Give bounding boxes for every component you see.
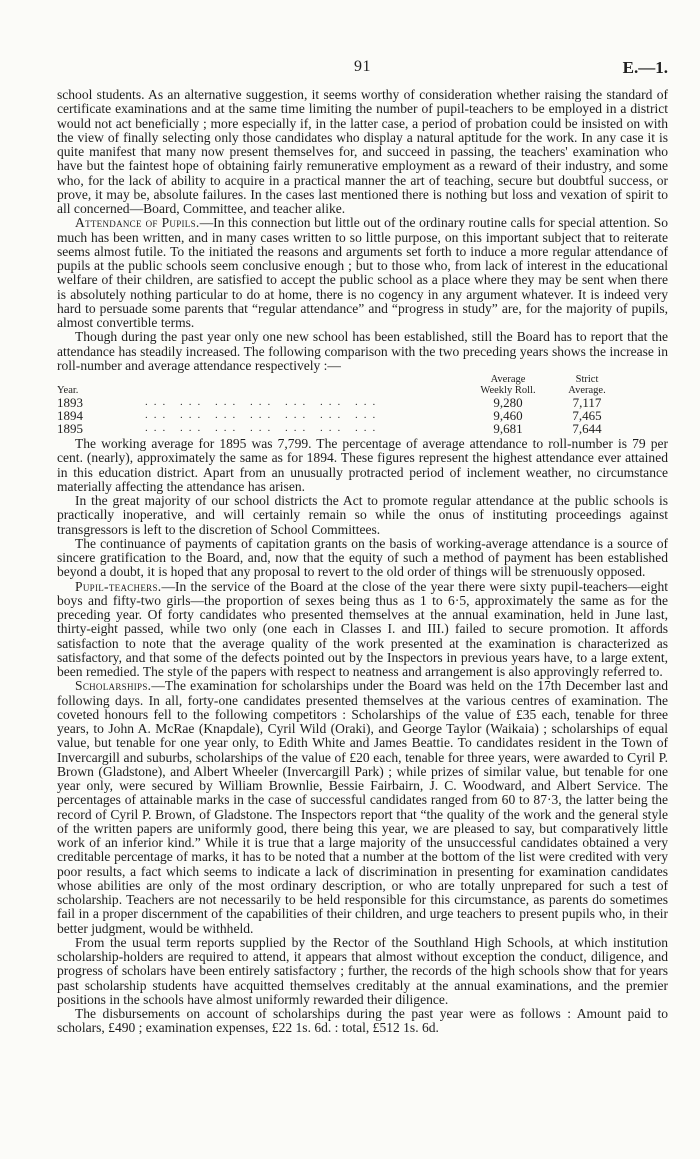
paragraph-text: school students. As an alternative suggestion, it seems worthy of consideration whether raising the standard of certificate examinations and at the same time limiting the number of pupil-teachers to be employed in a district would not act beneficially ; more especially if, in the latter case, a period of probation could be insisted on with the view of finally selecting only those candidates who display a natural aptitude for the work. In any case it is quite manifest that many now present themselves for, and succeed in passing, the teachers' examination who have but the faintest hope of obtaining fairly remunerative employment as a reward of their industry, and some who, for the lack of ability to acquire in a practical manner the art of teaching, secure but doubtful success, or prove, it may be, absolute failures. In the cases last mentioned there is nothing but loss and vexation of spirit to all concerned—Board, Committee, and teacher alike. [57,87,668,216]
paragraph [57,537,668,580]
dot-leader: ... ... ... ... ... ... ... [145,422,382,434]
section-code: E.—1. [622,58,668,77]
paragraph [57,216,668,330]
attendance-table-header [57,385,617,396]
document-page [57,58,668,1036]
year-cell: 1893 [57,395,83,410]
col-strict-header-line1: Strict [575,374,599,385]
paragraph-text: The working average for 1895 was 7,799. The percentage of average attendance to roll-number is 79 per cent. (nearly), approximately the same as for 1894. These figures represent the highest attendance ever attained in this education district. Apart from an unusually protracted period of inclement weather, no circumstance materially affecting the attendance has arisen. [57,436,668,494]
section-heading: Scholarships. [75,678,152,694]
strict-average-cell: 7,465 [572,408,602,423]
body-text-before-table [57,88,668,373]
paragraph [57,936,668,1007]
page-header [57,58,668,88]
year-cell: 1894 [57,408,83,423]
attendance-table [57,374,617,435]
table-row [57,409,617,422]
paragraph-text: —In this connection but little out of the ordinary routine calls for special attention. So much has been written, and in many cases written to so little purpose, on this important subject that to reiterate seems almost futile. To the initiated the reasons and arguments set forth to induce a more regular attendance of pupils at the public schools seem conclusive enough ; but to those who, from lack of interest in the educational welfare of their children, are satisfied to accept the public school as a place where they may be sent when there is absolutely nothing particular to do at home, there is no cogency in any argument whatever. It is indeed very hard to persuade some parents that “regular attendance” and “progress in study” are, for the majority of pupils, almost convertible terms. [57,215,668,330]
table-row [57,422,617,435]
page-number: 91 [354,58,371,75]
paragraph-text: The disbursements on account of scholarships during the past year were as follows : Amount paid to scholars, £490 ; examination expenses, £22 1s. 6d. : total, £512 1s. 6d. [57,1006,668,1036]
body-text-after-table [57,437,668,1036]
paragraph [57,437,668,494]
paragraph [57,580,668,680]
col-year-header: Year. [57,385,79,396]
paragraph-text: In the great majority of our school districts the Act to promote regular attendance at the public schools is practically inoperative, and will certainly remain so while the onus of instituting proceedings against transgressors is left to the discretion of School Committees. [57,493,668,537]
paragraph [57,1007,668,1036]
weekly-roll-cell: 9,280 [493,395,523,410]
col-roll-header-line2: Weekly Roll. [480,385,536,396]
attendance-table-header-top [57,374,617,385]
weekly-roll-cell: 9,460 [493,408,523,423]
col-strict-header-line2: Average. [568,385,606,396]
weekly-roll-cell: 9,681 [493,421,523,436]
dot-leader: ... ... ... ... ... ... ... [145,409,382,421]
dot-leader: ... ... ... ... ... ... ... [145,396,382,408]
paragraph-text: The continuance of payments of capitation grants on the basis of working-average attendance is a source of sincere gratification to the Board, and, now that the equity of such a method of payment has been established beyond a doubt, it is hoped that any proposal to revert to the old order of things will be strenuously opposed. [57,535,668,580]
paragraph-text: From the usual term reports supplied by the Rector of the Southland High Schools, at which institution scholarship-holders are required to attend, it appears that almost without exception the conduct, diligence, and progress of scholars have been entirely satisfactory ; further, the records of the high schools show that for years past scholarship students have acquitted themselves creditably at the annual examinations, and the premier positions in the schools have almost uniformly rewarded their diligence. [57,934,668,1007]
strict-average-cell: 7,117 [572,395,602,410]
col-roll-header-line1: Average [490,374,526,385]
paragraph [57,679,668,936]
table-row [57,396,617,409]
paragraph [57,494,668,537]
strict-average-cell: 7,644 [572,421,602,436]
year-cell: 1895 [57,421,83,436]
paragraph-text: Though during the past year only one new school has been established, still the Board has to report that the attendance has steadily increased. The following comparison with the two preceding years shows the increase in roll-number and average attendance respectively :— [57,329,668,373]
paragraph-text: —In the service of the Board at the close of the year there were sixty pupil-teachers—eight boys and fifty-two girls—the proportion of sexes being thus as 1 to 6·5, approximately the same as for the preceding year. Of forty candidates who presented themselves at the annual examination, held in June last, thirty-eight passed, while two only (one each in Classes I. and III.) failed to secure promotion. It affords satisfaction to note that the average quality of the work presented at the examination is characterized as satisfactory, and that some of the defects pointed out by the Inspectors in previous years have, to a large extent, been remedied. The style of the papers with respect to neatness and arrangement is also approvingly referred to. [57,578,668,679]
paragraph [57,330,668,373]
paragraph-text: —The examination for scholarships under the Board was held on the 17th December last and following days. In all, forty-one candidates presented themselves at the various centres of examination. The coveted honours fell to the following competitors : Scholarships of the value of £35 each, tenable for three years, to John A. McRae (Knapdale), Cyril Wild (Oraki), and George Taylor (Waikaia) ; scholarships of equal value, but tenable for one year only, to Edith White and James Beattie. To candidates resident in the Town of Invercargill and suburbs, scholarships of the value of £20 each, tenable for three years, were awarded to Cyril P. Brown (Gladstone), and Albert Wheeler (Invercargill Park) ; while prizes of similar value, but tenable for one year only, were secured by William Brownlie, Bessie Fairbairn, J. C. Woodward, and Albert Service. The percentages of attainable marks in the case of successful candidates ranged from 60 to 87·3, the latter being the record of Cyril P. Brown, of Gladstone. The Inspectors report that “the quality of the work and the general style of the written papers are uniformly good, there being this year, we are pleased to say, but comparatively little work of an inferior kind.” While it is true that a large majority of the unsuccessful candidates obtained a very creditable percentage of marks, it has to be noted that a number at the bottom of the list were credited with very poor results, a fact which seems to indicate a lack of discrimination in presenting for examination candidates whose abilities are only of the most ordinary description, or who are totally unprepared for such a test of scholarship. Teachers are not necessarily to be held responsible for this circumstance, as parents do sometimes fail in a proper discernment of the capabilities of their children, and urge teachers to present pupils who, in their better judgment, would be withheld. [57,678,668,936]
section-heading: Pupil-teachers. [75,578,162,594]
paragraph [57,88,668,216]
section-heading: Attendance of Pupils. [75,215,200,231]
